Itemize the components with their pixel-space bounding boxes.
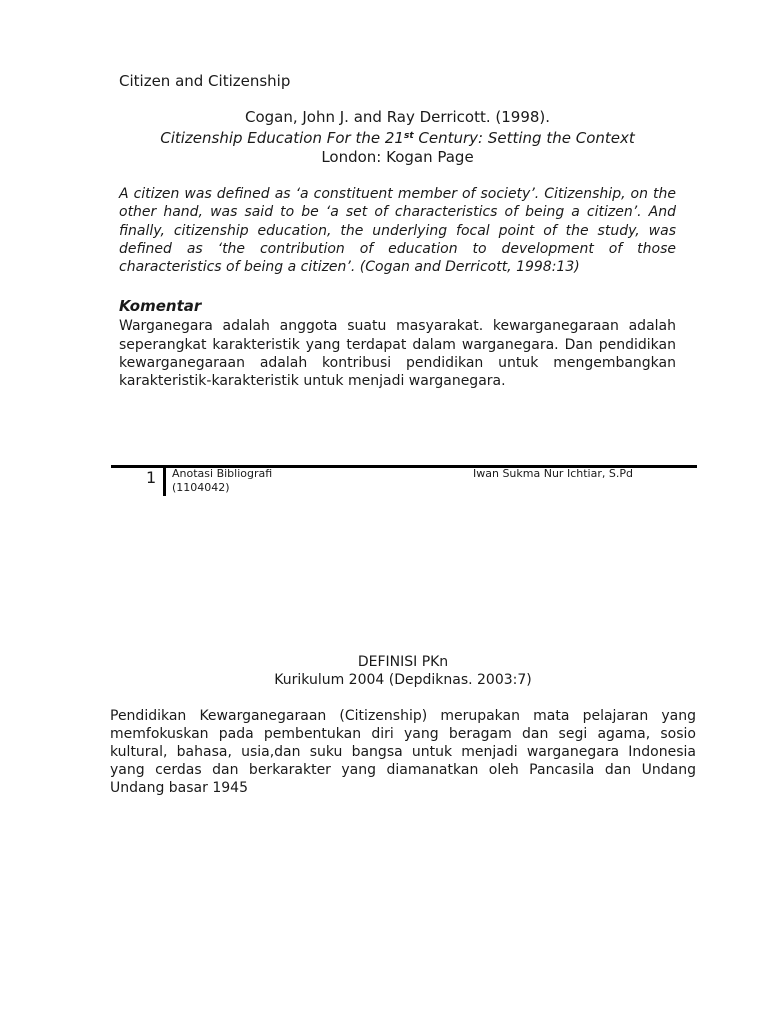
document-title: Citizen and Citizenship [119,72,291,90]
book-title-superscript: st [403,131,414,141]
footer-author: Iwan Sukma Nur Ichtiar, S.Pd [473,467,633,480]
definition-paragraph: Pendidikan Kewarganegaraan (Citizenship) merupakan mata pelajaran yang memfokuskan pada pembentukan diri yang beragam dan segi agama, sosio kultural, bahasa, usia,dan suku bangsa untuk menjadi warganegara Indonesia yang cerdas dan berkarakter yang diamanatkan oleh Pancasila dan Undang Undang basar 1945 [110,708,696,796]
komentar-paragraph: Warganegara adalah anggota suatu masyarakat. kewarganegaraan adalah seperangkat karakteristik yang terdapat dalam warganegara. Dan pendidikan kewarganegaraan adalah kontribusi pendidikan untuk mengembangkan karakteristik-karakteristik untuk menjadi warganegara. [119,318,676,390]
section-heading: DEFINISI PKn [357,654,449,670]
book-title-end: Century: Setting the Context [413,129,635,147]
citation-publisher: London: Kogan Page [321,148,474,166]
citation-authors: Cogan, John J. and Ray Derricott. (1998). [244,108,551,126]
citation-book-title [119,127,676,148]
page-two-heading-block [111,653,695,689]
quote-paragraph: A citizen was defined as ‘a constituent member of society’. Citizenship, on the other hand, was said to be ‘a set of characteristics of being a citizen’. And finally, citizenship education, the underlying focal point of the study, was defined as ‘the contribution of education to development of those characteristics of being a citizen’. (Cogan and Derricott, 1998:13) [119,186,676,276]
komentar-heading: Komentar [119,297,202,316]
footer-doc-id: (1104042) [172,481,230,494]
section-subheading: Kurikulum 2004 (Depdiknas. 2003:7) [274,672,532,688]
citation-block [119,108,676,167]
footer-left-text [172,467,272,495]
footer-doc-name: Anotasi Bibliografi [172,467,273,480]
book-title-start: Citizenship Education For the 21 [160,129,404,147]
page-one-content [119,72,676,391]
footer-divider [163,468,166,496]
page-number: 1 [146,468,157,487]
